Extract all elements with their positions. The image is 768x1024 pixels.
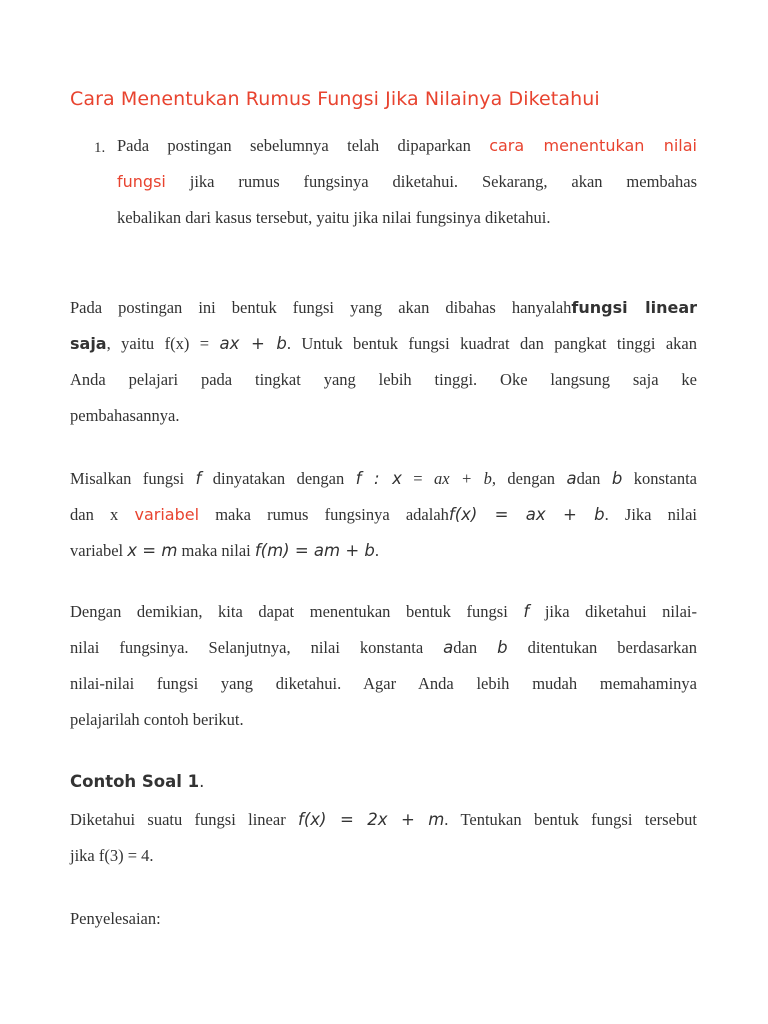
paragraph-text: maka nilai	[177, 541, 255, 560]
solution-block	[70, 901, 697, 937]
math-expression: a	[566, 469, 577, 488]
math-expression: x = m	[127, 541, 178, 560]
math-expression: f(x) = 2x + m	[298, 810, 445, 829]
list-text: jika rumus fungsinya diketahui. Sekarang, akan membahas	[165, 172, 697, 191]
paragraph-text: dinyatakan dengan	[201, 469, 356, 488]
paragraph-text: .	[374, 541, 380, 560]
math-expression: ax + b	[434, 469, 492, 488]
list-text: Pada postingan sebelumnya telah dipaparkan	[117, 136, 490, 155]
math-expression: f	[523, 602, 530, 621]
link-variabel[interactable]: variabel	[134, 505, 200, 524]
math-expression: b	[611, 469, 623, 488]
example-title-dot: .	[199, 772, 205, 791]
bold-text: saja	[70, 334, 107, 353]
paragraph-definition	[70, 461, 697, 569]
paragraph-text: variabel	[70, 541, 128, 560]
paragraph-text: Anda pelajari pada tingkat yang lebih tinggi. Oke langsung saja ke	[70, 370, 697, 389]
paragraph-text: , dengan	[491, 469, 567, 488]
paragraph-example	[70, 802, 697, 874]
link-cara-menentukan-nilai[interactable]: cara menentukan nilai	[489, 136, 697, 155]
list-number: 1.	[94, 140, 106, 156]
math-expression: f	[195, 469, 202, 488]
paragraph-text: Diketahui suatu fungsi linear	[70, 810, 299, 829]
math-expression: f(m) = am + b	[254, 541, 375, 560]
list-item	[117, 128, 697, 236]
math-expression: b	[497, 638, 508, 657]
paragraph-text: , yaitu f(x) =	[106, 334, 220, 353]
example-heading	[70, 772, 204, 791]
paragraph-text: dan x	[70, 505, 135, 524]
paragraph-text: pelajarilah contoh berikut.	[70, 710, 244, 729]
paragraph-text: nilai fungsinya. Selanjutnya, nilai konstanta	[70, 638, 444, 657]
link-fungsi[interactable]: fungsi	[117, 172, 166, 191]
paragraph-text: Pada postingan ini bentuk fungsi yang akan dibahas hanyalah	[70, 298, 572, 317]
paragraph-text: jika f(3) = 4.	[70, 846, 154, 865]
list-text: kebalikan dari kasus tersebut, yaitu jika nilai fungsinya diketahui.	[117, 208, 551, 227]
bold-text: fungsi linear	[571, 298, 698, 317]
paragraph-text: pembahasannya.	[70, 406, 180, 425]
math-expression: f(x) = ax + b	[448, 505, 605, 524]
paragraph-intro	[70, 290, 697, 434]
paragraph-explanation	[70, 594, 697, 738]
example-title: Contoh Soal 1	[70, 772, 200, 791]
paragraph-text: . Tentukan bentuk fungsi tersebut	[444, 810, 697, 829]
paragraph-text: . Untuk bentuk fungsi kuadrat dan pangkat tinggi akan	[286, 334, 698, 353]
paragraph-text: nilai-nilai fungsi yang diketahui. Agar Anda lebih mudah memahaminya	[70, 674, 697, 693]
paragraph-text: konstanta	[622, 469, 697, 488]
paragraph-text: Misalkan fungsi	[70, 469, 196, 488]
page-title: Cara Menentukan Rumus Fungsi Jika Nilainya Diketahui	[70, 88, 600, 110]
math-expression: f : x	[355, 469, 402, 488]
paragraph-text: . Jika nilai	[604, 505, 698, 524]
math-expression: ax + b	[219, 334, 287, 353]
paragraph-text: dan	[576, 469, 612, 488]
math-expression: a	[443, 638, 454, 657]
paragraph-text: Dengan demikian, kita dapat menentukan bentuk fungsi	[70, 602, 524, 621]
paragraph-text: jika diketahui nilai-	[529, 602, 697, 621]
paragraph-text: maka rumus fungsinya adalah	[199, 505, 449, 524]
paragraph-text: dan	[453, 638, 498, 657]
paragraph-text: ditentukan berdasarkan	[507, 638, 697, 657]
paragraph-text: =	[401, 469, 435, 488]
solution-label: Penyelesaian:	[70, 909, 161, 928]
